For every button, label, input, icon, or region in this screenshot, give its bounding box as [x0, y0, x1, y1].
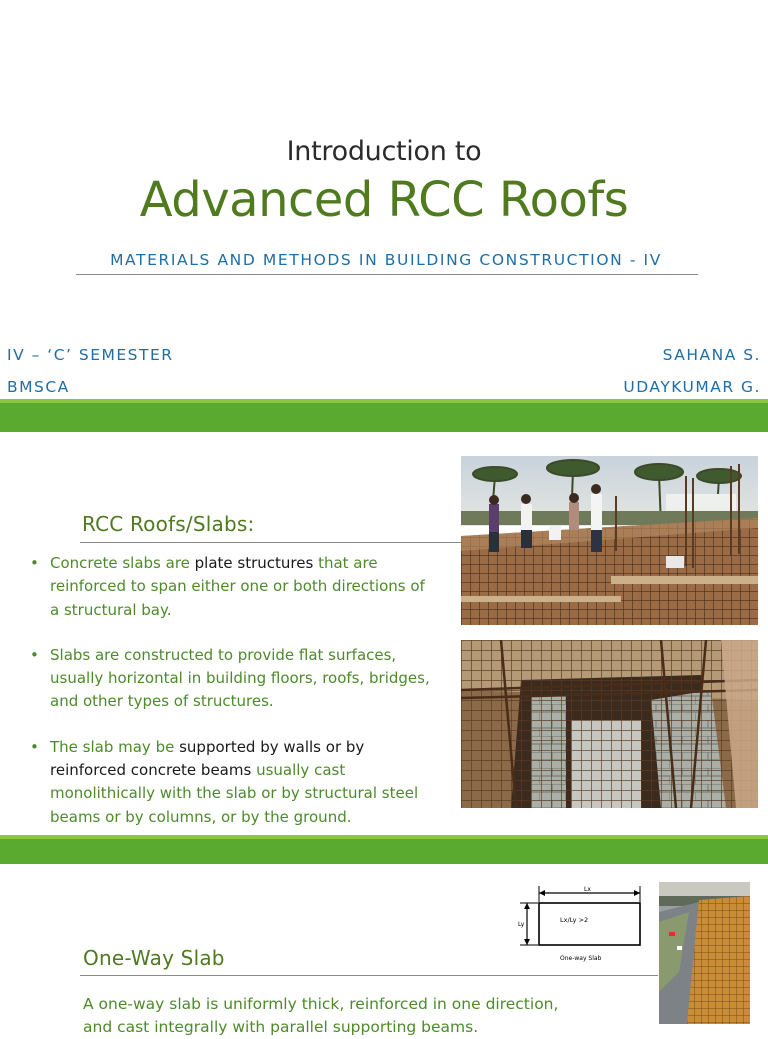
- section-divider: [80, 975, 658, 976]
- semester-label: IV – ‘C’ SEMESTER: [7, 346, 174, 364]
- construction-photo-oneway: [659, 882, 750, 1024]
- diagram-label-lx: Lx: [584, 886, 591, 893]
- course-subtitle: MATERIALS AND METHODS IN BUILDING CONSTRUCTION - IV: [110, 251, 662, 269]
- bullet-item: [30, 736, 430, 829]
- oneway-description: A one-way slab is uniformly thick, reinforced in one direction, and cast integrally with parallel supporting beams.: [83, 995, 559, 1036]
- institute-label: BMSCA: [7, 378, 70, 396]
- bullet-item: [30, 552, 430, 622]
- title-divider: [76, 274, 698, 275]
- author-1: SAHANA S.: [662, 346, 761, 364]
- intro-line: Introduction to: [286, 136, 482, 167]
- bullet-item: [30, 644, 430, 714]
- slide-title: Advanced RCC Roofs: [139, 172, 629, 228]
- bullet-text: that are reinforced to span either one or both directions of a structural bay.: [50, 554, 425, 619]
- diagram-ratio: Lx/Ly >2: [560, 916, 589, 924]
- slide-separator: [0, 839, 768, 864]
- bullet-text: The slab may be: [50, 737, 180, 756]
- diagram-caption: One-way Slab: [560, 955, 602, 962]
- one-way-slab-diagram: [512, 882, 652, 968]
- bullet-emphasis: plate structures: [194, 554, 314, 572]
- section-heading-rcc: RCC Roofs/Slabs:: [82, 512, 255, 536]
- bullet-list: [30, 552, 430, 851]
- section-divider: [80, 542, 462, 543]
- bullet-text: Concrete slabs are: [50, 554, 195, 572]
- construction-photo-rebar: [461, 640, 758, 808]
- author-2: UDAYKUMAR G.: [623, 378, 761, 396]
- bullet-text: usually cast monolithically with the slab or by structural steel beams or by columns, or by the ground.: [50, 761, 419, 826]
- construction-photo-workers: [461, 456, 758, 625]
- bullet-text: Slabs are constructed to provide flat surfaces, usually horizontal in building floors, roofs, bridges, and other types of structures.: [50, 645, 430, 711]
- section-heading-oneway: One-Way Slab: [83, 946, 225, 970]
- slide-separator: [0, 403, 768, 432]
- bullet-emphasis: supported by walls or by reinforced concrete beams: [50, 737, 365, 780]
- diagram-label-ly: Ly: [518, 921, 525, 928]
